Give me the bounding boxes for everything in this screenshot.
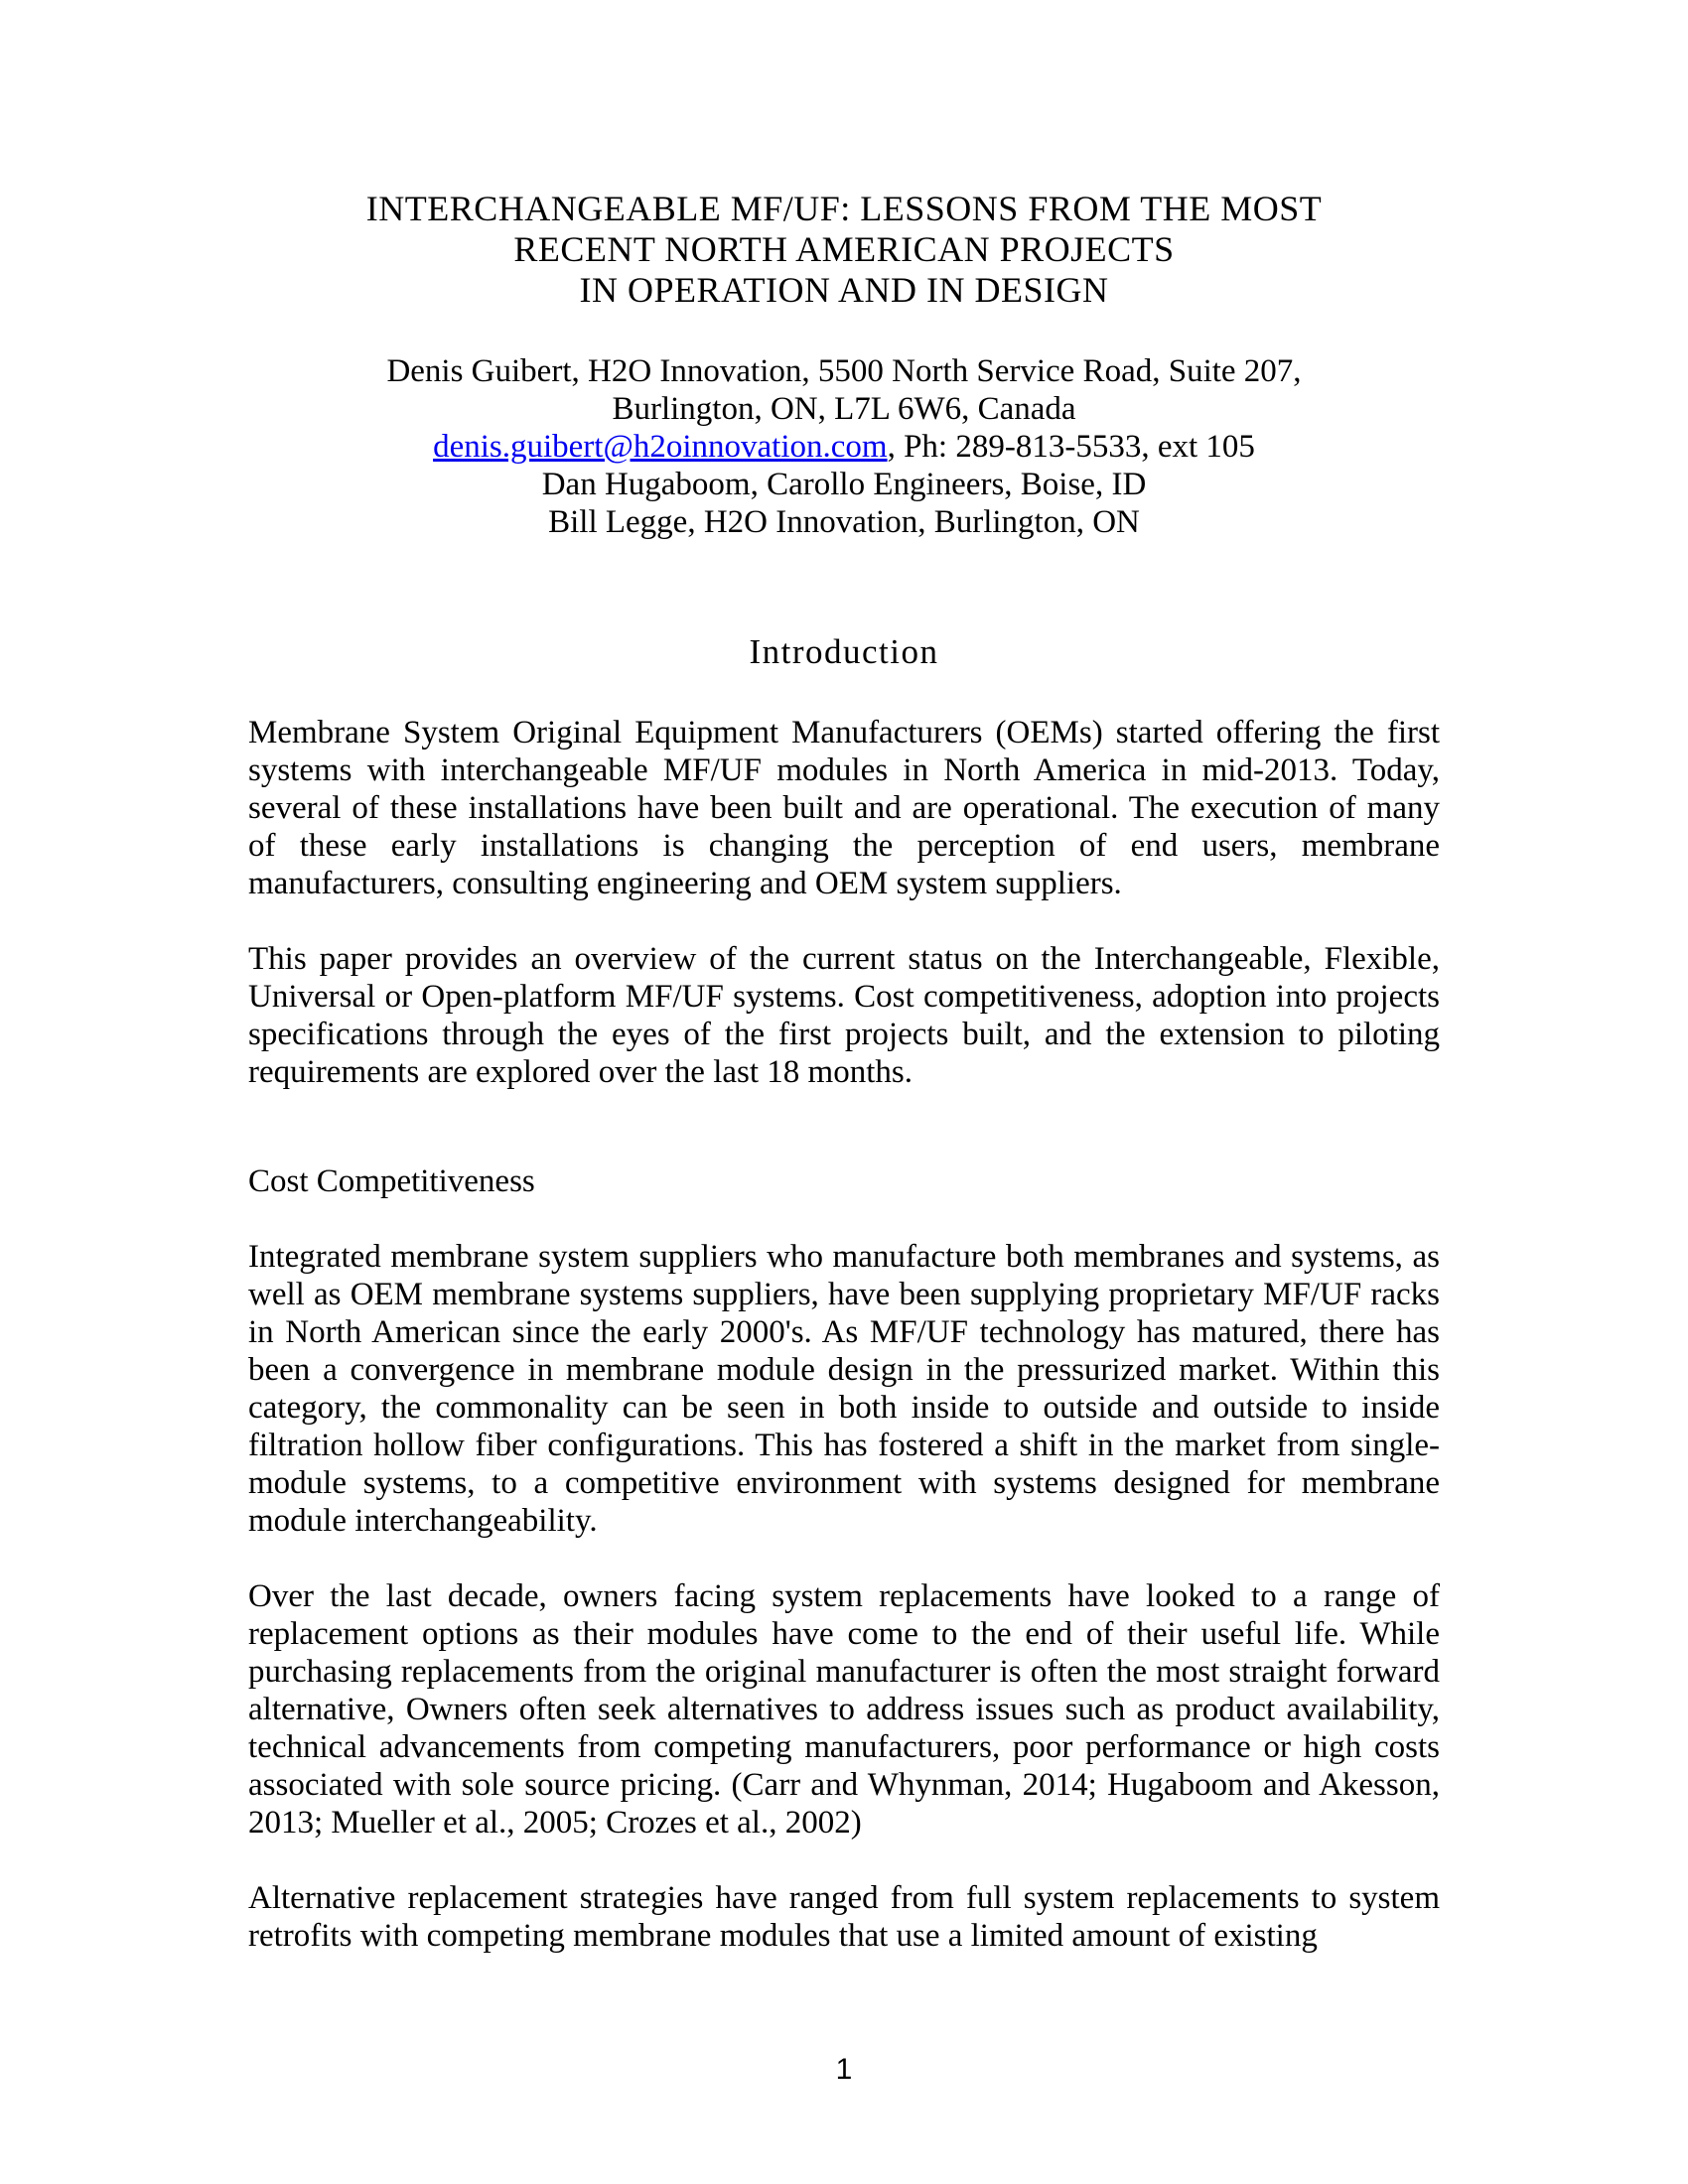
section-heading-introduction: Introduction — [749, 632, 939, 671]
page-number: 1 — [835, 2053, 853, 2086]
author-phone-text: , Ph: 289-813-5533, ext 105 — [887, 429, 1255, 465]
author-line-affiliation: Denis Guibert, H2O Innovation, 5500 North Service Road, Suite 207, — [386, 353, 1302, 389]
paragraph-cost-1: Integrated membrane system suppliers who manufacture both membranes and systems, as well as OEM membrane systems suppliers, have been supplying proprietary MF/UF racks in North American since the early 2000's. As MF/UF technology has matured, there has been a convergence in membrane module design in the pressurized market. Within this category, the commonality can be seen in both inside to outside and outside to inside filtration hollow fiber configurations. This has fostered a shift in the market from single-module systems, to a competitive environment with systems designed for membrane module interchangeability. — [248, 1239, 1440, 1539]
author-block — [248, 352, 1440, 541]
paper-title-line-1: INTERCHANGEABLE MF/UF: LESSONS FROM THE MOST — [365, 189, 1323, 228]
author-line-city: Burlington, ON, L7L 6W6, Canada — [612, 391, 1076, 427]
author-line-coauthor-2: Bill Legge, H2O Innovation, Burlington, ON — [548, 504, 1140, 540]
section-heading-cost-competitiveness: Cost Competitiveness — [248, 1163, 535, 1199]
paragraph-cost-2: Over the last decade, owners facing system replacements have looked to a range of replacement options as their modules have come to the end of their useful life. While purchasing replacements from the original manufacturer is often the most straight forward alternative, Owners often seek alternatives to address issues such as product availability, technical advancements from competing manufacturers, poor performance or high costs associated with sole source pricing. (Carr and Whynman, 2014; Hugaboom and Akesson, 2013; Mueller et al., 2005; Crozes et al., 2002) — [248, 1578, 1440, 1841]
author-line-coauthor-1: Dan Hugaboom, Carollo Engineers, Boise, ID — [541, 467, 1147, 502]
paragraph-intro-1: Membrane System Original Equipment Manufacturers (OEMs) started offering the first systems with interchangeable MF/UF modules in North America in mid-2013. Today, several of these installations have been built and are operational. The execution of many of these early installations is changing the perception of end users, membrane manufacturers, consulting engineering and OEM system suppliers. — [248, 715, 1440, 901]
paper-title-line-3: IN OPERATION AND IN DESIGN — [579, 270, 1109, 310]
paragraph-intro-2: This paper provides an overview of the current status on the Interchangeable, Flexible, Universal or Open-platform MF/UF systems. Cost competitiveness, adoption into projects specifications through the eyes of the first projects built, and the extension to piloting requirements are explored over the last 18 months. — [248, 941, 1440, 1090]
paragraph-cost-3: Alternative replacement strategies have ranged from full system replacements to system retrofits with competing membrane modules that use a limited amount of existing — [248, 1880, 1440, 1954]
author-line-contact — [248, 428, 1440, 466]
paper-title — [248, 0, 1440, 311]
author-email-link[interactable]: denis.guibert@h2oinnovation.com — [433, 429, 888, 465]
paper-title-line-2: RECENT NORTH AMERICAN PROJECTS — [513, 229, 1175, 269]
